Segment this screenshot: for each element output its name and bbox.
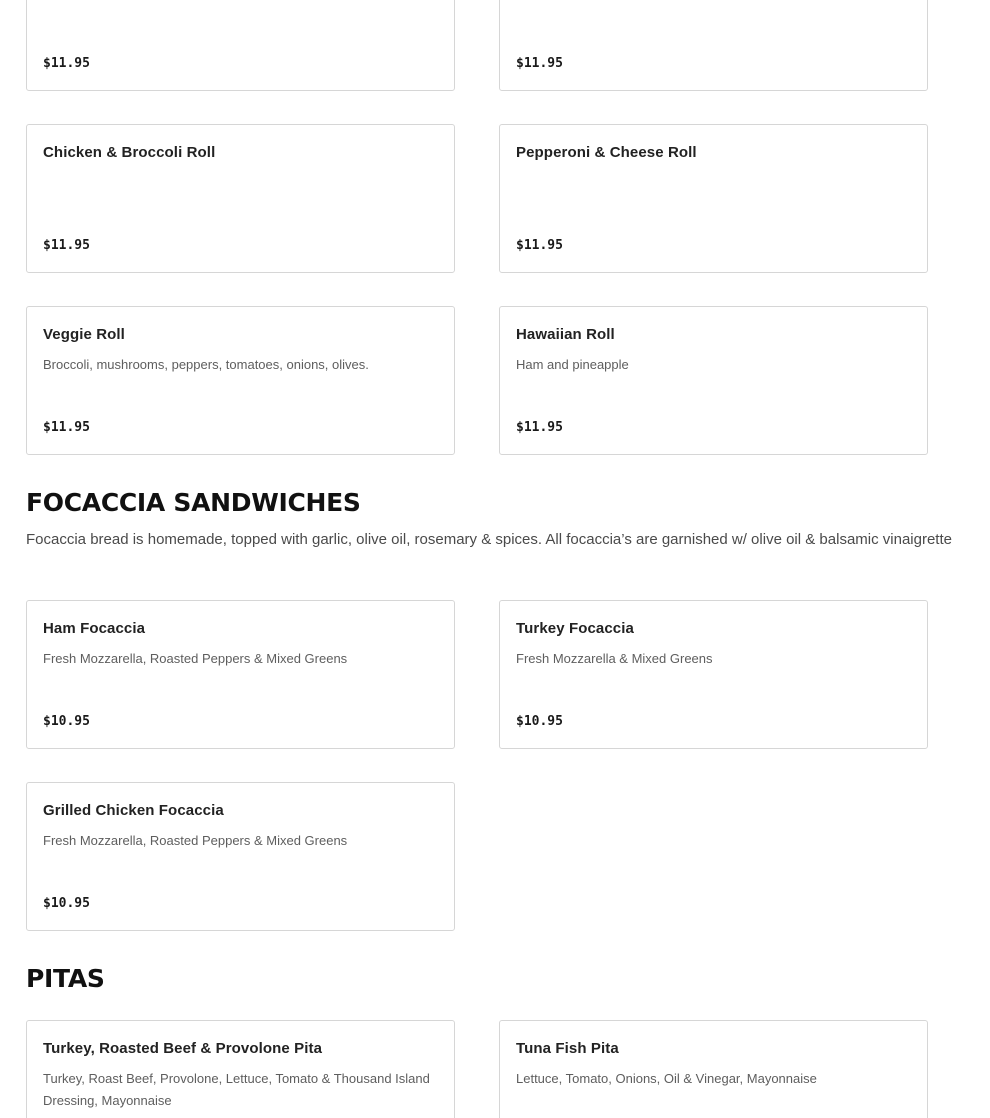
menu-item-name: Chicken & Broccoli Roll (43, 144, 216, 161)
menu-item-name: Ham Focaccia (43, 620, 146, 637)
menu-item-card[interactable] (499, 600, 928, 749)
menu-item-price: $10.95 (43, 714, 90, 729)
menu-item-description: Fresh Mozzarella, Roasted Peppers & Mixed Greens (43, 651, 348, 666)
menu-item-description: Broccoli, mushrooms, peppers, tomatoes, onions, olives. (43, 357, 369, 372)
menu-item-name: Turkey Focaccia (516, 620, 634, 637)
menu-item-name: Grilled Chicken Focaccia (43, 802, 224, 819)
menu-item-price: $11.95 (43, 420, 90, 435)
menu-item-card[interactable] (26, 0, 455, 91)
menu-item-price: $11.95 (516, 238, 563, 253)
menu-item-price: $11.95 (43, 238, 90, 253)
menu-item-description: Ham and pineapple (516, 357, 629, 372)
menu-item-name: Tuna Fish Pita (516, 1040, 619, 1057)
menu-item-description: Fresh Mozzarella, Roasted Peppers & Mixed Greens (43, 833, 348, 848)
menu-item-description: Fresh Mozzarella & Mixed Greens (516, 651, 713, 666)
menu-item-description: Turkey, Roast Beef, Provolone, Lettuce, Tomato & Thousand Island Dressing, Mayonnaise (43, 1071, 430, 1108)
menu-item-card[interactable] (499, 124, 928, 273)
menu-item-card[interactable] (499, 1020, 928, 1118)
section-description-focaccia: Focaccia bread is homemade, topped with garlic, olive oil, rosemary & spices. All focaccia’s are garnished w/ olive oil & balsamic vinaigrette (26, 531, 952, 548)
menu-item-card[interactable] (26, 124, 455, 273)
section-title-pitas: PITAS (26, 964, 105, 993)
menu-item-name: Veggie Roll (43, 326, 125, 343)
section-title-focaccia: FOCACCIA SANDWICHES (26, 488, 361, 517)
menu-item-price: $10.95 (43, 896, 90, 911)
menu-item-name: Turkey, Roasted Beef & Provolone Pita (43, 1040, 323, 1057)
menu-item-card[interactable] (26, 782, 455, 931)
menu-item-card[interactable] (26, 1020, 455, 1118)
menu-item-description: Lettuce, Tomato, Onions, Oil & Vinegar, Mayonnaise (516, 1071, 817, 1086)
menu-item-card[interactable] (26, 600, 455, 749)
menu-item-price: $11.95 (43, 56, 90, 71)
menu-item-card[interactable] (26, 306, 455, 455)
menu-item-card[interactable] (499, 306, 928, 455)
menu-item-card[interactable] (499, 0, 928, 91)
menu-item-name: Hawaiian Roll (516, 326, 615, 343)
menu-item-price: $10.95 (516, 714, 563, 729)
menu-item-price: $11.95 (516, 420, 563, 435)
menu-item-price: $11.95 (516, 56, 563, 71)
menu-item-name: Pepperoni & Cheese Roll (516, 144, 697, 161)
